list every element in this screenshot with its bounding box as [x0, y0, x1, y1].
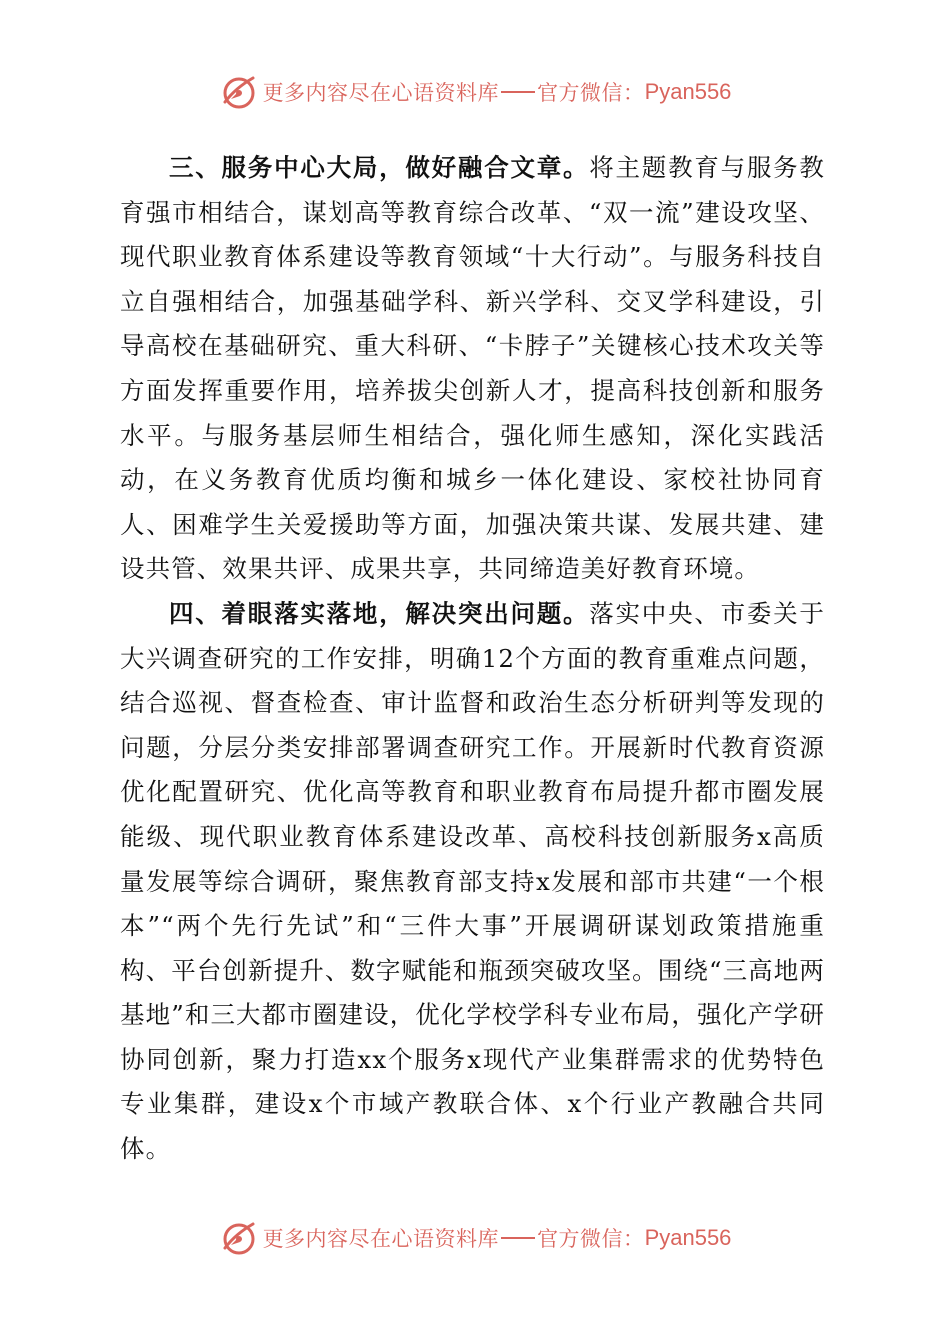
banner-text: 更多内容尽在心语资料库	[262, 81, 500, 105]
banner-dash	[501, 91, 535, 93]
paragraph-text: 将主题教育与服务教育强市相结合，谋划高等教育综合改革、“双一流”建设攻坚、现代职业教育体系建设等教育领域“十大行动”。与服务科技自立自强相结合，加强基础学科、新兴学科、交叉学科建设，引导高校在基础研究、重大科研、“卡脖子”关键核心技术攻关等方面发挥重要作用，培养拔尖创新人才，提高科技创新和服务水平。与服务基层师生相结合，强化师生感知，深化实践活动，在义务教育优质均衡和城乡一体化建设、家校社协同育人、困难学生关爱援助等方面，加强决策共谋、发展共建、建设共管、效果共评、成果共享，共同缔造美好教育环境。	[120, 153, 825, 584]
section-heading: 四、着眼落实落地，解决突出问题。	[169, 598, 590, 628]
brush-logo-icon	[219, 72, 259, 112]
banner-dash	[501, 1237, 535, 1239]
paragraph-section-3	[120, 146, 825, 592]
paragraph-section-4	[120, 592, 825, 1172]
paragraph-text: 落实中央、市委关于大兴调查研究的工作安排，明确12个方面的教育重难点问题，结合巡视、督查检查、审计监督和政治生态分析研判等发现的问题，分层分类安排部署调查研究工作。开展新时代教育资源优化配置研究、优化高等教育和职业教育布局提升都市圈发展能级、现代职业教育体系建设改革、高校科技创新服务x高质量发展等综合调研，聚焦教育部支持x发展和部市共建“一个根本”“两个先行先试”和“三件大事”开展调研谋划政策措施重构、平台创新提升、数字赋能和瓶颈突破攻坚。围绕“三高地两基地”和三大都市圈建设，优化学校学科专业布局，强化产学研协同创新，聚力打造xx个服务x现代产业集群需求的优势特色专业集群，建设x个市域产教联合体、x个行业产教融合共同体。	[120, 598, 825, 1164]
banner-wechat-id: Pyan556	[644, 79, 732, 104]
section-heading: 三、服务中心大局，做好融合文章。	[169, 153, 590, 182]
footer-watermark-banner	[0, 1214, 950, 1262]
header-watermark-banner	[0, 68, 950, 116]
banner-suffix: 官方微信：	[537, 81, 645, 105]
banner-wechat-id: Pyan556	[644, 1225, 732, 1250]
banner-suffix: 官方微信：	[537, 1227, 645, 1251]
document-body	[120, 146, 825, 1172]
banner-text: 更多内容尽在心语资料库	[262, 1227, 500, 1251]
brush-logo-icon	[219, 1218, 259, 1258]
